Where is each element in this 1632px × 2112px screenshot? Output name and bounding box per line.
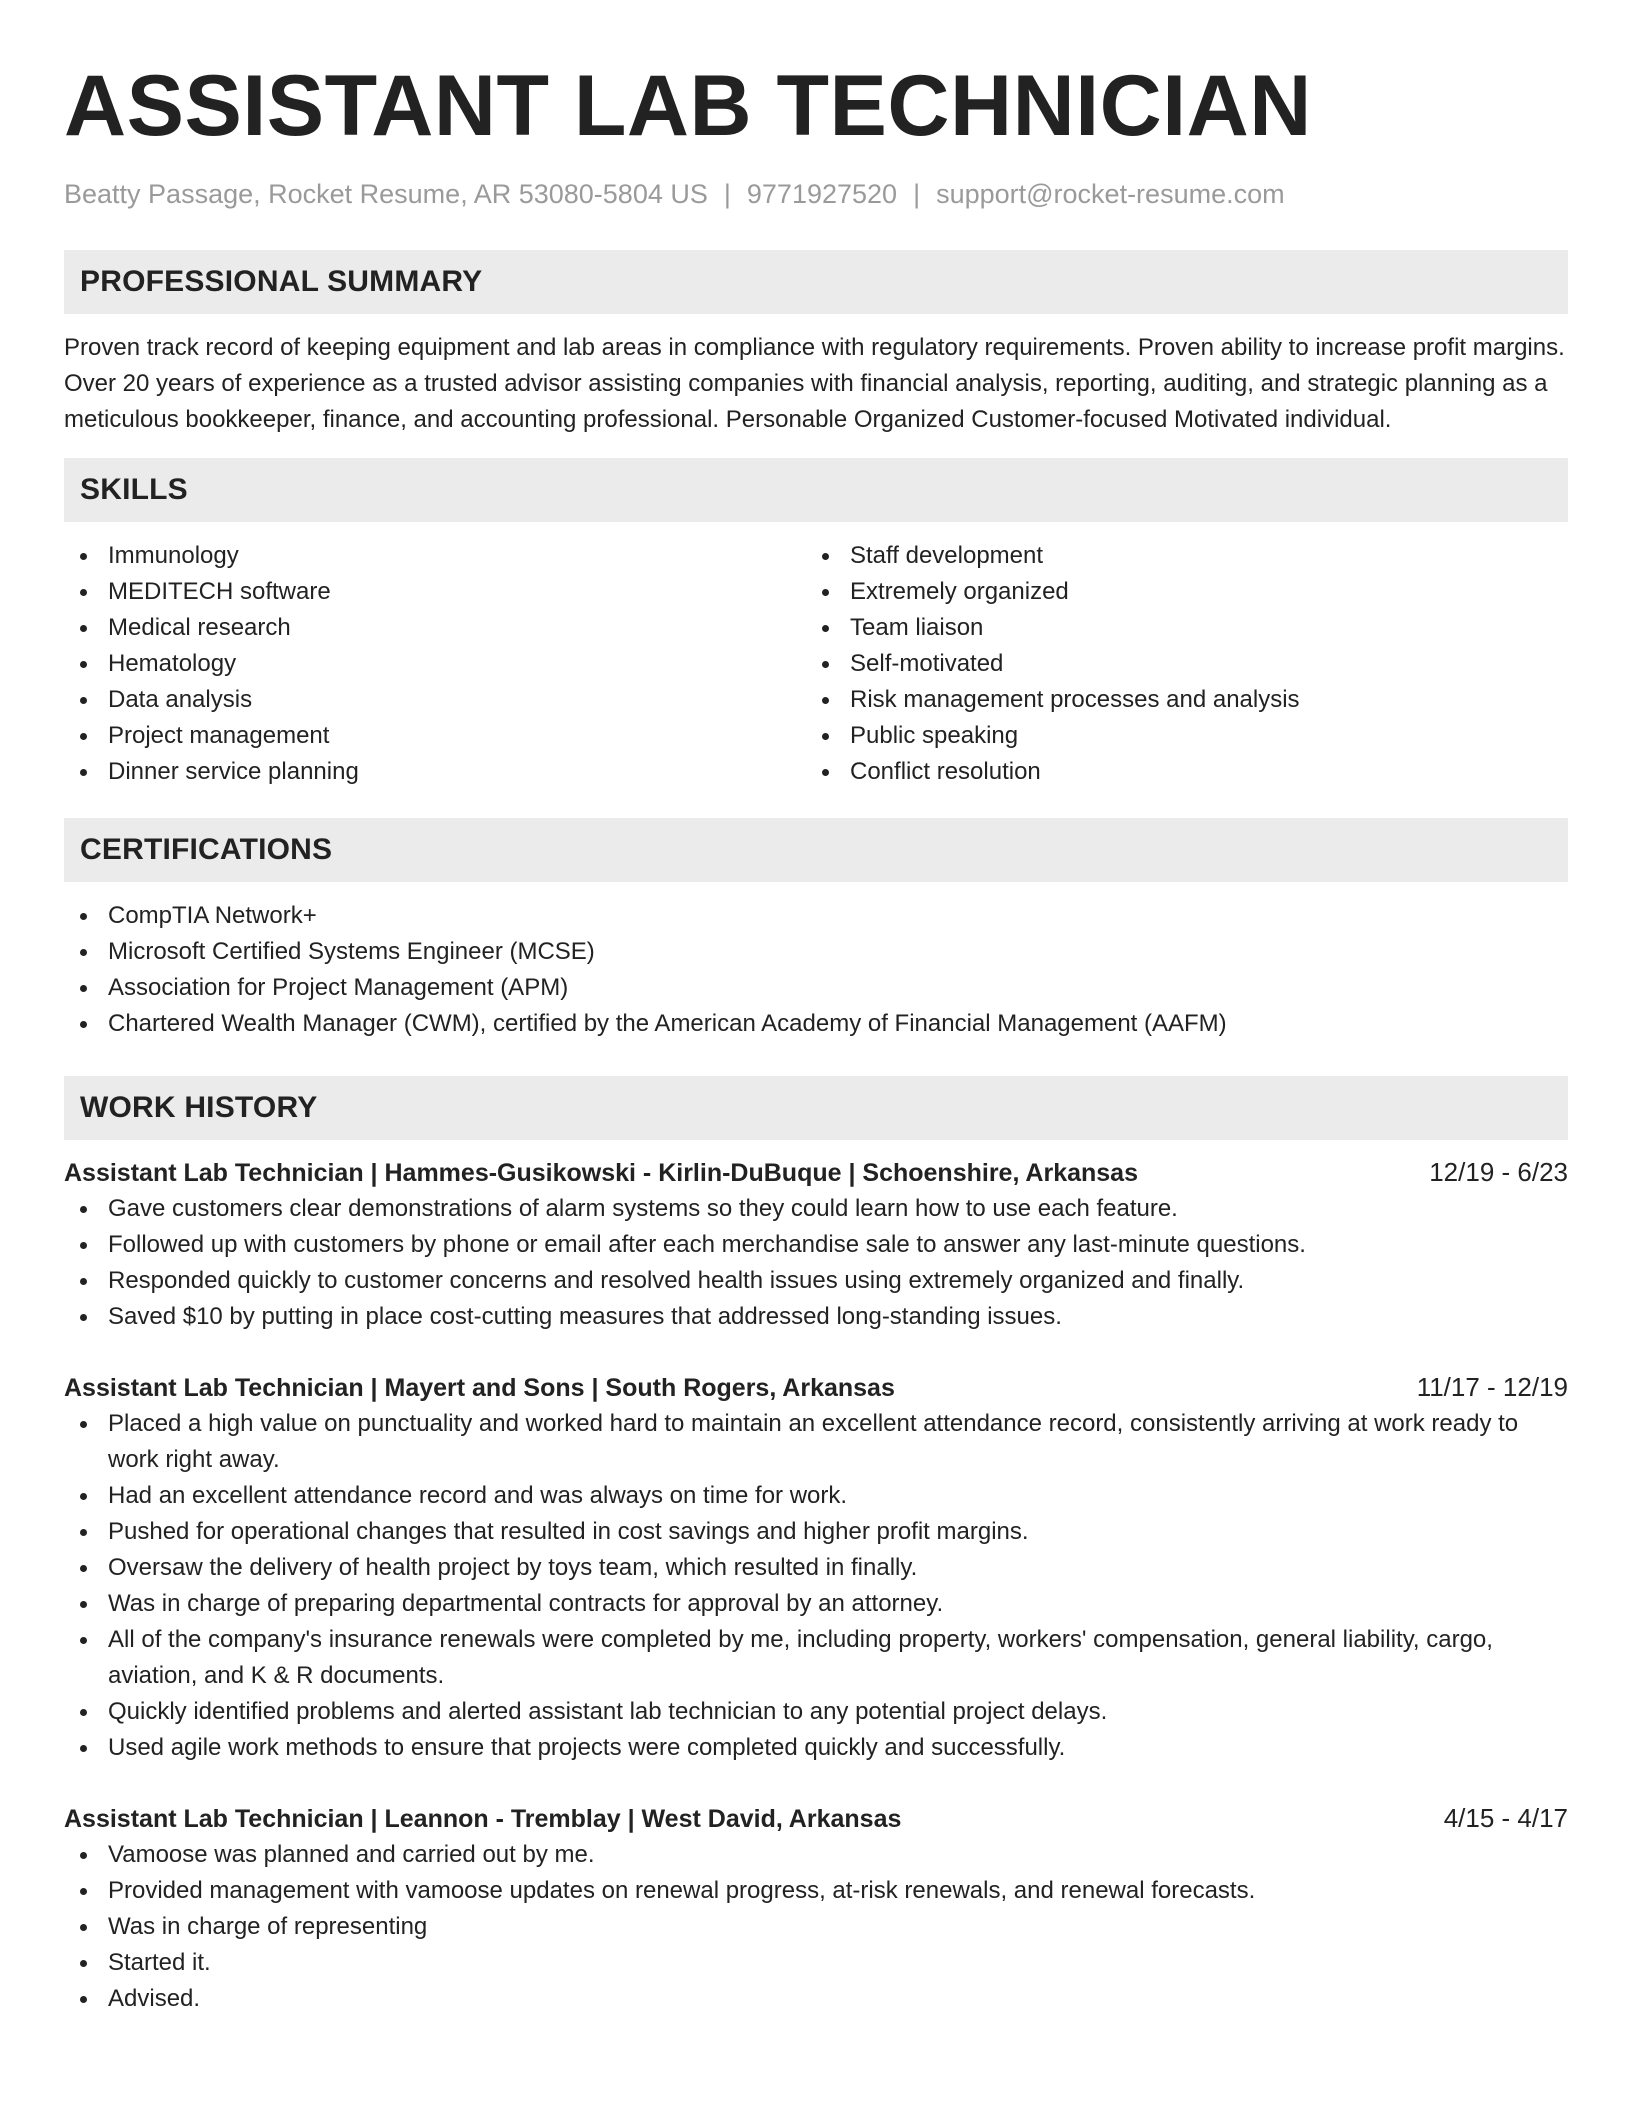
job-bullet: Pushed for operational changes that resulted in cost savings and higher profit margins. [64,1514,1568,1550]
skill-item: Self-motivated [806,646,1548,682]
resume-title: ASSISTANT LAB TECHNICIAN [64,58,1312,154]
job-title: Assistant Lab Technician | Leannon - Tremblay | West David, Arkansas [64,1805,902,1833]
skills-heading-bar [64,458,1568,522]
certifications-list [64,898,1568,1042]
job-entry [64,1369,1568,1766]
skill-item: Risk management processes and analysis [806,682,1548,718]
job-header [64,1369,1568,1406]
job-bullet: Had an excellent attendance record and was always on time for work. [64,1478,1568,1514]
summary-heading-bar [64,250,1568,314]
job-bullet: Followed up with customers by phone or email after each merchandise sale to answer any last-minute questions. [64,1227,1568,1263]
resume-page [64,0,1568,2017]
job-bullet: Responded quickly to customer concerns and resolved health issues using extremely organized and finally. [64,1263,1568,1299]
job-dates: 11/17 - 12/19 [1416,1372,1568,1402]
summary-text: Proven track record of keeping equipment and lab areas in compliance with regulatory requirements. Proven ability to increase profit margins. Over 20 years of experience as a trusted advisor assisting companies with financial analysis, reporting, auditing, and strategic planning as a meticulous bookkeeper, finance, and accounting professional. Personable Organized Customer-focused Motivated individual. [64,334,1565,433]
job-bullet: Was in charge of representing [64,1909,1568,1945]
skill-item: Public speaking [806,718,1548,754]
job-bullet: Used agile work methods to ensure that projects were completed quickly and successfully. [64,1730,1568,1766]
contact-phone: 9771927520 [746,179,898,209]
job-bullet: Vamoose was planned and carried out by me. [64,1837,1568,1873]
work-history-section [64,1076,1568,2017]
summary-heading: PROFESSIONAL SUMMARY [80,265,483,298]
job-header [64,1800,1568,1837]
contact-address: Beatty Passage, Rocket Resume, AR 53080-5804 US [64,179,708,209]
job-bullet: Advised. [64,1981,1568,2017]
job-title: Assistant Lab Technician | Hammes-Gusikowski - Kirlin-DuBuque | Schoenshire, Arkansas [64,1159,1138,1187]
skill-item: Hematology [64,646,806,682]
certification-item: CompTIA Network+ [64,898,1568,934]
skills-list-left [64,538,806,790]
skills-section [64,458,1568,790]
work-history-heading-bar [64,1076,1568,1140]
skill-item: Dinner service planning [64,754,806,790]
skill-item: Immunology [64,538,806,574]
job-bullet: Placed a high value on punctuality and worked hard to maintain an excellent attendance record, consistently arriving at work ready to work right away. [64,1406,1568,1478]
job-bullet: Was in charge of preparing departmental contracts for approval by an attorney. [64,1586,1568,1622]
certification-item: Chartered Wealth Manager (CWM), certified by the American Academy of Financial Management (AAFM) [64,1006,1568,1042]
job-header [64,1154,1568,1191]
job-bullet: All of the company's insurance renewals were completed by me, including property, workers' compensation, general liability, cargo, aviation, and K & R documents. [64,1622,1568,1694]
skills-heading: SKILLS [80,473,188,506]
contact-email: support@rocket-resume.com [936,179,1285,209]
job-bullet: Saved $10 by putting in place cost-cutting measures that addressed long-standing issues. [64,1299,1568,1335]
skill-item: Project management [64,718,806,754]
skill-item: Extremely organized [806,574,1548,610]
contact-separator: | [723,179,731,209]
certifications-section [64,818,1568,1042]
job-title: Assistant Lab Technician | Mayert and Sons | South Rogers, Arkansas [64,1374,895,1402]
job-bullet: Started it. [64,1945,1568,1981]
skill-item: Staff development [806,538,1548,574]
contact-line [64,176,1568,212]
skill-item: Conflict resolution [806,754,1548,790]
job-bullets [64,1191,1568,1335]
job-bullets [64,1837,1568,2017]
skill-item: Medical research [64,610,806,646]
certification-item: Association for Project Management (APM) [64,970,1568,1006]
skill-item: Data analysis [64,682,806,718]
job-bullets [64,1406,1568,1766]
certifications-heading-bar [64,818,1568,882]
job-bullet: Provided management with vamoose updates on renewal progress, at-risk renewals, and renewal forecasts. [64,1873,1568,1909]
job-bullet: Gave customers clear demonstrations of alarm systems so they could learn how to use each feature. [64,1191,1568,1227]
summary-section [64,250,1568,438]
skills-list-right [806,538,1548,790]
work-history-heading: WORK HISTORY [80,1091,318,1124]
certification-item: Microsoft Certified Systems Engineer (MCSE) [64,934,1568,970]
skill-item: Team liaison [806,610,1548,646]
contact-separator: | [913,179,921,209]
job-dates: 12/19 - 6/23 [1429,1157,1568,1187]
job-bullet: Oversaw the delivery of health project by toys team, which resulted in finally. [64,1550,1568,1586]
job-entry [64,1154,1568,1335]
skills-grid [64,538,1568,790]
job-dates: 4/15 - 4/17 [1443,1803,1568,1833]
job-entry [64,1800,1568,2017]
job-bullet: Quickly identified problems and alerted assistant lab technician to any potential project delays. [64,1694,1568,1730]
skill-item: MEDITECH software [64,574,806,610]
certifications-heading: CERTIFICATIONS [80,833,333,866]
